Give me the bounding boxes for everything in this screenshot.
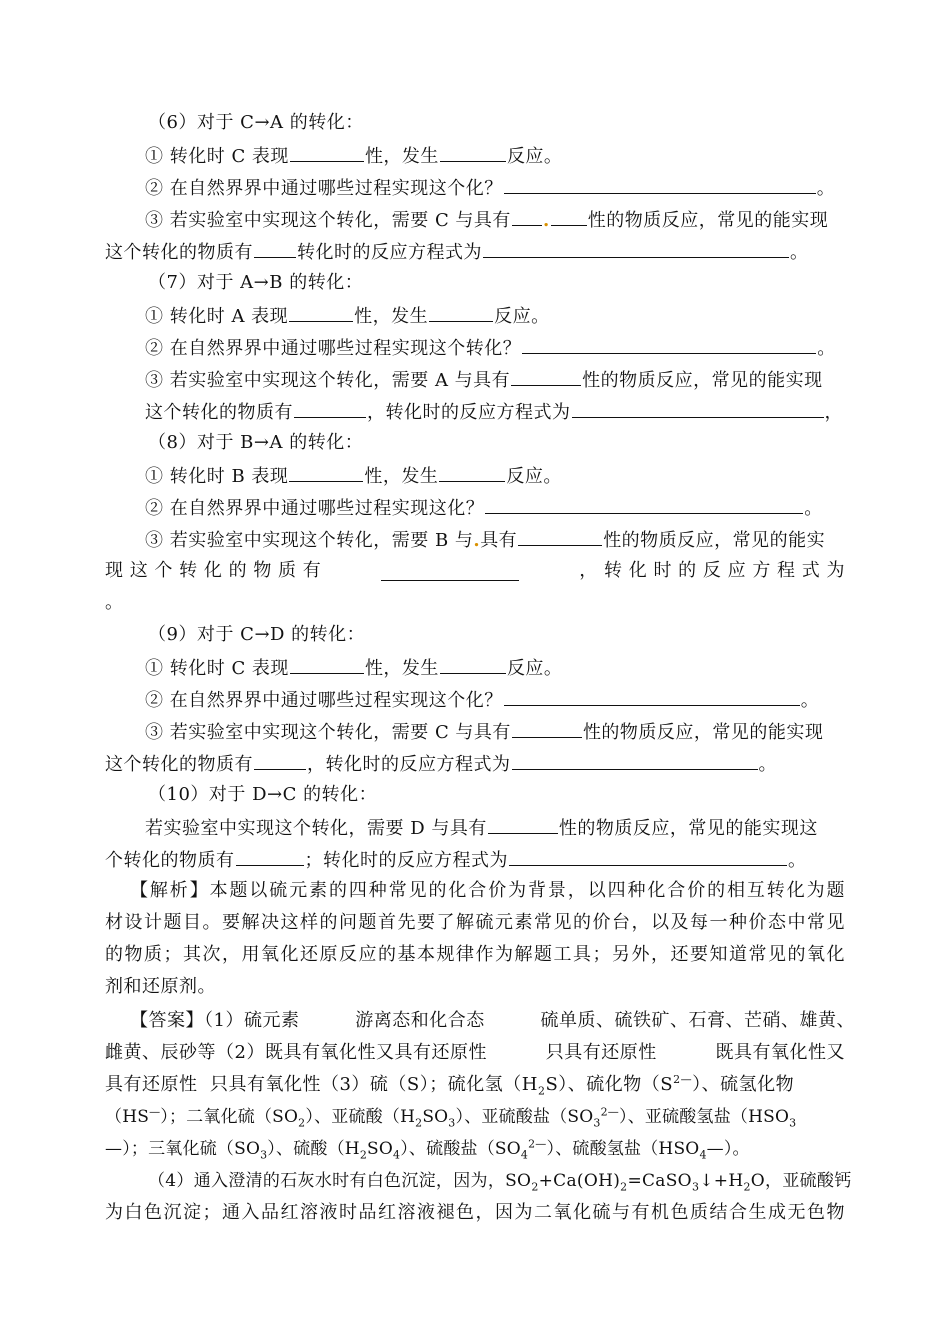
subscript: 2 — [620, 1180, 628, 1194]
analysis-line-1 — [130, 880, 845, 902]
text: 。 — [817, 338, 836, 359]
text: —）；三氧化硫（SO — [105, 1139, 261, 1159]
answer-blank[interactable] — [518, 528, 602, 546]
text: 性的物质反应，常见的能实现 — [587, 210, 829, 231]
answer-blank[interactable] — [440, 656, 506, 674]
answer-blank[interactable] — [289, 464, 363, 482]
text: ）、亚硫酸氢盐（HSO — [619, 1107, 790, 1127]
text: O，亚硫酸钙 — [750, 1171, 852, 1191]
answer-blank[interactable] — [572, 400, 824, 418]
text: 雌黄、辰砂等（2）既具有氧化性又具有还原性 — [105, 1042, 487, 1063]
text: 反应。 — [506, 466, 562, 487]
text: ② 在自然界界中通过哪些过程实现这个转化？ — [145, 338, 522, 359]
subscript: 3 — [593, 1116, 601, 1130]
section-10-title: （10）对于 D→C 的转化： — [148, 784, 378, 805]
text: ）、亚硫酸（H — [305, 1107, 416, 1127]
text: 反应。 — [494, 306, 550, 327]
answer-blank[interactable] — [254, 752, 306, 770]
text: 。 — [804, 498, 823, 519]
answer-blank[interactable] — [504, 176, 816, 194]
answer-blank[interactable] — [440, 144, 506, 162]
answer-line-2 — [105, 1042, 845, 1064]
section-9-line-4 — [105, 752, 777, 776]
answer-blank[interactable] — [512, 720, 582, 738]
text: ，转化时的反应方程式为 — [307, 754, 511, 775]
text: 性，发生 — [364, 658, 439, 679]
text: 这个转化的物质有 — [105, 242, 253, 263]
text: 本题以硫元素的四种常见的化合价为背景，以四种化合价的相互转化为题 — [209, 880, 846, 901]
subscript: 4 — [393, 1148, 401, 1162]
section-10-line-1 — [145, 816, 818, 840]
answer-blank[interactable] — [294, 400, 366, 418]
text: 性的物质反应，常见的能实现这 — [558, 818, 818, 839]
subscript: 2 — [531, 1180, 539, 1194]
answer-line-1 — [130, 1010, 855, 1032]
section-8-line-5: 。 — [105, 592, 124, 613]
answer-blank[interactable] — [511, 368, 581, 386]
text: 硫单质、硫铁矿、石膏、芒硝、雄黄、 — [540, 1010, 855, 1031]
answer-blank[interactable] — [381, 563, 519, 581]
text: ，转化时的反应方程式为 — [367, 402, 571, 423]
subscript: 3 — [260, 1148, 268, 1162]
text: ① 转化时 A 表现 — [145, 306, 289, 327]
section-8-line-4 — [105, 560, 845, 582]
answer-blank[interactable] — [429, 304, 493, 322]
subscript: 2 — [359, 1148, 368, 1162]
superscript: — — [149, 1105, 161, 1119]
text: ① 转化时 B 表现 — [145, 466, 289, 487]
text: 。 — [788, 850, 807, 871]
text: 反应。 — [506, 658, 563, 679]
answer-blank[interactable] — [485, 496, 803, 514]
section-10-line-2 — [105, 848, 807, 872]
answer-blank[interactable] — [290, 656, 364, 674]
answer-line-4 — [105, 1106, 796, 1128]
text: ）、硫酸盐（SO — [400, 1139, 521, 1159]
text: S）、硫化物（S — [545, 1074, 674, 1095]
subscript: 2 — [537, 1084, 546, 1098]
text: ③ 若实验室中实现这个转化，需要 C 与具有 — [145, 722, 511, 743]
subscript: 4 — [699, 1148, 707, 1162]
text: 。 — [816, 178, 836, 199]
text: ② 在自然界界中通过哪些过程实现这个化？ — [145, 690, 503, 711]
text: （1）硫元素 — [204, 1010, 300, 1031]
section-7-title: （7）对于 A→B 的转化： — [148, 272, 364, 293]
text: 性，发生 — [364, 146, 439, 167]
text: 。 — [758, 754, 777, 775]
text: 性的物质反应，常见的能实现 — [582, 370, 823, 391]
subscript: 3 — [789, 1116, 797, 1130]
subscript: 3 — [691, 1180, 700, 1194]
text: 既具有氧化性又 — [715, 1042, 845, 1063]
text: ）、硫酸氢盐（HSO — [546, 1139, 700, 1159]
section-7-line-4 — [145, 400, 843, 424]
text: 性的物质反应，常见的能实现 — [582, 722, 824, 743]
text: ）；二氧化硫（SO — [160, 1107, 299, 1127]
subscript: 2 — [415, 1116, 423, 1130]
text: =CaSO — [627, 1171, 692, 1191]
answer-blank[interactable] — [522, 336, 816, 354]
text: 转化时的反应方程式为 — [323, 850, 508, 871]
section-9-line-1 — [145, 656, 562, 680]
text: 。 — [800, 690, 820, 711]
text: 反应。 — [506, 146, 563, 167]
text: 。 — [790, 242, 809, 263]
text: ， — [824, 402, 843, 423]
text: 若实验室中实现这个转化，需要 D 与具有 — [145, 818, 487, 839]
analysis-label: 【解析】 — [130, 880, 210, 901]
answer-line-3 — [105, 1074, 794, 1096]
text: —）。 — [706, 1139, 750, 1159]
section-6-line-4 — [105, 240, 809, 264]
text: 这个转化的物质有 — [145, 402, 293, 423]
text: ② 在自然界界中通过哪些过程实现这个化？ — [145, 178, 503, 199]
text: ① 转化时 C 表现 — [145, 658, 289, 679]
answer-blank[interactable] — [509, 848, 787, 866]
text: 这个转化的物质有 — [105, 754, 253, 775]
section-6-line-3 — [145, 208, 828, 232]
section-8-line-1 — [145, 464, 562, 488]
text: ② 在自然界界中通过哪些过程实现这化？ — [145, 498, 485, 519]
section-8-line-2 — [145, 496, 823, 520]
text: （HS — [105, 1107, 150, 1127]
text: 性的物质反应，常见的能实 — [603, 530, 826, 551]
text: ）、亚硫酸盐（SO — [455, 1107, 594, 1127]
text: 游离态和化合态 — [355, 1010, 485, 1031]
text: SO — [422, 1107, 449, 1127]
section-9-title: （9）对于 C→D 的转化： — [148, 624, 366, 645]
answer-line-5 — [105, 1138, 750, 1160]
section-6-line-2 — [145, 176, 835, 200]
text: 只具有氧化性（3）硫（S）；硫化氢（H — [209, 1074, 538, 1095]
answer-blank[interactable] — [551, 208, 587, 226]
analysis-line-2: 材设计题目。要解决这样的问题首先要了解硫元素常见的价台，以及每一种价态中常见 — [105, 912, 845, 933]
answer-blank[interactable] — [488, 816, 558, 834]
section-8-line-3 — [145, 528, 825, 552]
text: 只具有还原性 — [545, 1042, 657, 1063]
text: ③ 若实验室中实现这个转化，需要 C 与具有 — [145, 210, 511, 231]
analysis-line-3: 的物质；其次，用氧化还原反应的基本规律作为解题工具；另外，还要知道常见的氧化 — [105, 944, 845, 965]
answer-blank[interactable] — [483, 240, 789, 258]
subscript: 3 — [448, 1116, 456, 1130]
answer-blank[interactable] — [439, 464, 505, 482]
answer-blank[interactable] — [290, 144, 364, 162]
text: 性，发生 — [364, 466, 439, 487]
text: ）、硫酸（H — [267, 1139, 360, 1159]
answer-blank[interactable] — [512, 208, 542, 226]
section-6-title: （6）对于 C→A 的转化： — [148, 112, 364, 133]
superscript: 2— — [673, 1073, 693, 1086]
text: 个转化的物质有 — [105, 850, 235, 871]
text: 现 这 个 转 化 的 物 质 有 — [105, 560, 322, 581]
subscript: 2 — [743, 1180, 751, 1194]
answer-blank[interactable] — [236, 848, 304, 866]
text: ① 转化时 C 表现 — [145, 146, 289, 167]
section-9-line-2 — [145, 688, 819, 712]
text: ， 转 化 时 的 反 应 方 程 式 为 — [579, 560, 845, 581]
text: ③ 若实验室中实现这个转化，需要 A 与具有 — [145, 370, 511, 391]
text: ↓+H — [699, 1171, 744, 1191]
text: ③ 若实验室中实现这个转化，需要 B 与 — [145, 530, 474, 551]
text: 性，发生 — [354, 306, 429, 327]
answer-blank[interactable] — [512, 752, 758, 770]
answer-line-7: 为白色沉淀；通入品红溶液时品红溶液褪色，因为二氧化硫与有机色质结合生成无色物 — [105, 1202, 845, 1223]
superscript: 2— — [528, 1137, 547, 1151]
text: 具有 — [480, 530, 518, 551]
subscript: 2 — [298, 1116, 306, 1130]
section-7-line-1 — [145, 304, 550, 328]
answer-blank[interactable] — [504, 688, 800, 706]
section-7-line-3 — [145, 368, 823, 392]
answer-blank[interactable] — [289, 304, 353, 322]
section-6-line-1 — [145, 144, 562, 168]
text: 具有还原性 — [105, 1074, 198, 1095]
section-8-title: （8）对于 B→A 的转化： — [148, 432, 364, 453]
text: SO — [367, 1139, 394, 1159]
answer-line-6 — [148, 1170, 852, 1192]
text: 转化时的反应方程式为 — [297, 242, 482, 263]
editor-mark: . — [473, 530, 481, 551]
text: ）、硫氢化物 — [692, 1074, 795, 1095]
superscript: 2— — [600, 1105, 619, 1119]
subscript: 4 — [520, 1148, 529, 1162]
answer-label: 【答案】 — [130, 1010, 204, 1031]
section-7-line-2 — [145, 336, 836, 360]
section-9-line-3 — [145, 720, 823, 744]
answer-blank[interactable] — [254, 240, 296, 258]
text: ； — [304, 850, 323, 871]
text: +Ca(OH) — [538, 1171, 621, 1191]
text: （4）通入澄清的石灰水时有白色沉淀，因为，SO — [148, 1171, 532, 1191]
analysis-line-4: 剂和还原剂。 — [105, 976, 216, 997]
editor-mark: . — [542, 210, 550, 231]
